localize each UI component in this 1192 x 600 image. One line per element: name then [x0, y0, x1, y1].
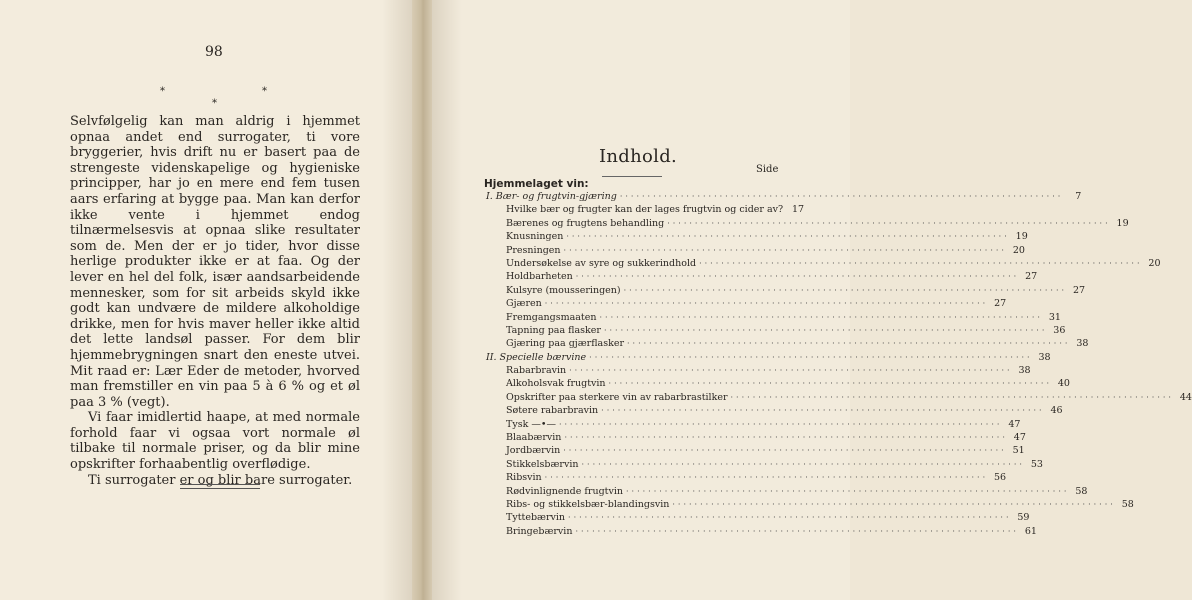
toc-entry — [480, 404, 1063, 417]
toc-entry-label: Holdbarheten — [506, 271, 573, 283]
toc-entry — [480, 377, 1070, 390]
toc-entry-label: Bærenes og frugtens behandling — [506, 217, 665, 229]
toc-entry-page: 51 — [1012, 445, 1025, 457]
leader-dots: ················································································ — [568, 513, 1012, 523]
toc-entry-page: 27 — [1072, 284, 1086, 296]
toc-entry-label: Alkoholsvak frugtvin — [506, 378, 606, 390]
toc-entry — [480, 190, 1082, 203]
leader-dots: ················································································ — [544, 473, 989, 483]
toc-entry-label: Presningen — [506, 244, 561, 256]
toc-entry-page: 38 — [1018, 365, 1031, 377]
toc-entry — [480, 444, 1025, 457]
toc-entry — [480, 525, 1037, 538]
toc-entry-page: 47 — [1008, 418, 1021, 430]
leader-dots: ················································································ — [599, 312, 1043, 322]
toc-entry-label: Blaabærvin — [506, 432, 562, 444]
leader-dots: ················································································ — [626, 486, 1070, 496]
leader-dots: ················································································ — [667, 218, 1111, 228]
leader-dots: ················································································ — [608, 379, 1052, 389]
toc-entry-label: Ribsvin — [506, 472, 542, 484]
side-column-label: Side — [756, 164, 779, 175]
toc-entry-page: 36 — [1053, 324, 1066, 336]
page-number: 98 — [205, 44, 223, 60]
toc-entry-page: 17 — [792, 204, 805, 216]
toc-entry-label: Undersøkelse av syre og sukkerindhold — [506, 257, 697, 269]
toc-entry-label: Bringebærvin — [506, 525, 573, 537]
body-text — [70, 114, 360, 488]
leader-dots: ················································································ — [730, 392, 1174, 402]
leader-dots: ················································································ — [619, 192, 1064, 201]
separator-star: * — [160, 86, 165, 97]
toc-entry-page: 7 — [1075, 191, 1082, 202]
toc-entry-page: 47 — [1013, 432, 1026, 444]
toc-entry-label: Ribs- og stikkelsbær-blandingsvin — [506, 498, 670, 510]
toc-entry — [480, 485, 1088, 498]
toc-entry — [480, 311, 1061, 324]
toc-entry-page: 27 — [994, 298, 1007, 310]
toc-entry — [480, 244, 1025, 257]
leader-dots: ················································································ — [544, 299, 989, 309]
toc-entry — [480, 431, 1026, 444]
toc-entry — [480, 511, 1030, 524]
left-page — [0, 0, 412, 600]
toc-entry-page: 38 — [1038, 351, 1051, 363]
toc-entry — [480, 418, 1021, 431]
leader-dots: ················································································ — [581, 459, 1025, 469]
paragraph: Ti surrogater er og blir bare surrogater. — [88, 472, 353, 488]
toc-entry — [480, 230, 1028, 243]
toc-entry — [480, 203, 805, 216]
end-rule — [180, 484, 260, 489]
toc-entry-label: Søtere rabarbravin — [506, 405, 599, 417]
paragraph: Vi faar imidlertid haape, at med normale forhold faar vi ogsaa vort normale øl tilbake til normale priser, og da blir mine opskrifter forhaabentlig overflødige. — [70, 410, 360, 473]
toc-list — [480, 190, 1192, 538]
toc-entry-page: 31 — [1048, 311, 1061, 323]
toc-entry — [480, 337, 1089, 350]
leader-dots: ················································································ — [563, 446, 1007, 456]
leader-dots: ················································································ — [601, 406, 1045, 416]
toc-entry-page: 27 — [1025, 271, 1038, 283]
toc-entry — [480, 364, 1031, 377]
separator-star: * — [262, 86, 267, 97]
toc-entry-page: 61 — [1024, 525, 1037, 537]
toc-entry-label: Rabarbravin — [506, 365, 567, 377]
toc-entry-page: 56 — [994, 472, 1007, 484]
separator-star: * — [212, 98, 217, 109]
leader-dots: ················································································ — [672, 499, 1116, 509]
toc-entry-label: Tyttebærvin — [506, 512, 566, 524]
toc-entry — [480, 351, 1051, 364]
toc-entry-label: Fremgangsmaaten — [506, 311, 597, 323]
toc-entry-label: Knusningen — [506, 231, 564, 243]
toc-entry-label: Jordbærvin — [506, 445, 561, 457]
toc-entry-label: Rødvinlignende frugtvin — [506, 485, 623, 497]
leader-dots: ················································································ — [563, 245, 1007, 255]
toc-entry-page: 20 — [1012, 244, 1025, 256]
toc-entry-label: Opskrifter paa sterkere vin av rabarbrastilker — [506, 391, 728, 403]
toc-entry-label: Hvilke bær og frugter kan der lages frugtvin og cider av? — [506, 204, 784, 216]
toc-entry-page: 58 — [1075, 485, 1088, 497]
leader-dots: ················································································ — [627, 339, 1071, 349]
toc-entry — [480, 458, 1043, 471]
leader-dots: ················································································ — [569, 366, 1013, 376]
toc-entry-page: 19 — [1116, 217, 1129, 229]
leader-dots: ················································································ — [589, 352, 1033, 362]
toc-entry — [480, 324, 1066, 337]
paragraph: Selvfølgelig kan man aldrig i hjemmet opnaa andet end surrogater, ti vore bryggerier, hvis drift nu er basert paa de strengeste videnskapelige og hygieniske principper, har jo en mere end fem tusen aars erfaring at bygge paa. Man kan derfor ikke vente i hjemmet endog tilnærmelsesvis at opnaa slike resultater som de. Men der er jo tider, hvor disse herlige produkter ikke er at faa. Og der lever en hel del folk, især aandsarbeidende mennesker, som for sit arbeids skyld ikke godt kan undvære de mildere alkoholdige drikke, men for hvis maver heller ikke altid det lette landsøl passer. For dem blir hjemmebrygningen snart den eneste utvei. Mit raad er: Lær Eder de metoder, hvorved man fremstiller en vin paa 5 à 6 % og et øl paa 3 % (vegt). — [70, 114, 360, 410]
book-gutter — [412, 0, 432, 600]
title-rule — [602, 176, 662, 177]
section-heading: Hjemmelaget vin: — [484, 178, 589, 190]
toc-entry-label: II. Specielle bærvine — [486, 351, 587, 363]
leader-dots: ················································································ — [558, 419, 1003, 429]
leader-dots: ················································································ — [575, 272, 1020, 282]
toc-entry-page: 44 — [1179, 391, 1192, 403]
toc-entry — [480, 270, 1038, 283]
leader-dots: ················································································ — [575, 526, 1019, 536]
right-page — [432, 0, 1192, 600]
toc-entry-page: 53 — [1030, 458, 1043, 470]
leader-dots: ················································································ — [699, 258, 1143, 268]
toc-entry-label: Stikkelsbærvin — [506, 458, 579, 470]
toc-entry-page: 46 — [1050, 405, 1063, 417]
toc-entry — [480, 498, 1134, 511]
toc-entry-page: 58 — [1121, 498, 1134, 510]
toc-title: Indhold. — [599, 146, 678, 167]
toc-entry-page: 59 — [1017, 512, 1030, 524]
toc-entry-page: 19 — [1015, 231, 1028, 243]
toc-entry-label: Gjæren — [506, 298, 542, 310]
leader-dots: ················································································ — [603, 325, 1048, 335]
toc-entry-page: 20 — [1148, 257, 1161, 269]
leader-dots: ················································································ — [623, 285, 1068, 295]
toc-entry-page: 40 — [1057, 378, 1070, 390]
toc-entry — [480, 391, 1192, 404]
toc-entry-label: Kulsyre (mousseringen) — [506, 284, 621, 296]
toc-entry-label: Tysk —•— — [506, 418, 556, 430]
toc-entry-page: 38 — [1076, 338, 1089, 350]
toc-entry — [480, 297, 1007, 310]
toc-entry — [480, 217, 1129, 230]
toc-entry — [480, 471, 1007, 484]
leader-dots: ················································································ — [564, 433, 1008, 443]
toc-entry — [480, 257, 1161, 270]
leader-dots: ················································································ — [566, 232, 1010, 242]
toc-entry-label: I. Bær- og frugtvin-gjæring — [486, 191, 617, 202]
toc-entry-label: Gjæring paa gjærflasker — [506, 338, 624, 350]
toc-entry — [480, 284, 1086, 297]
toc-entry-label: Tapning paa flasker — [506, 324, 601, 336]
